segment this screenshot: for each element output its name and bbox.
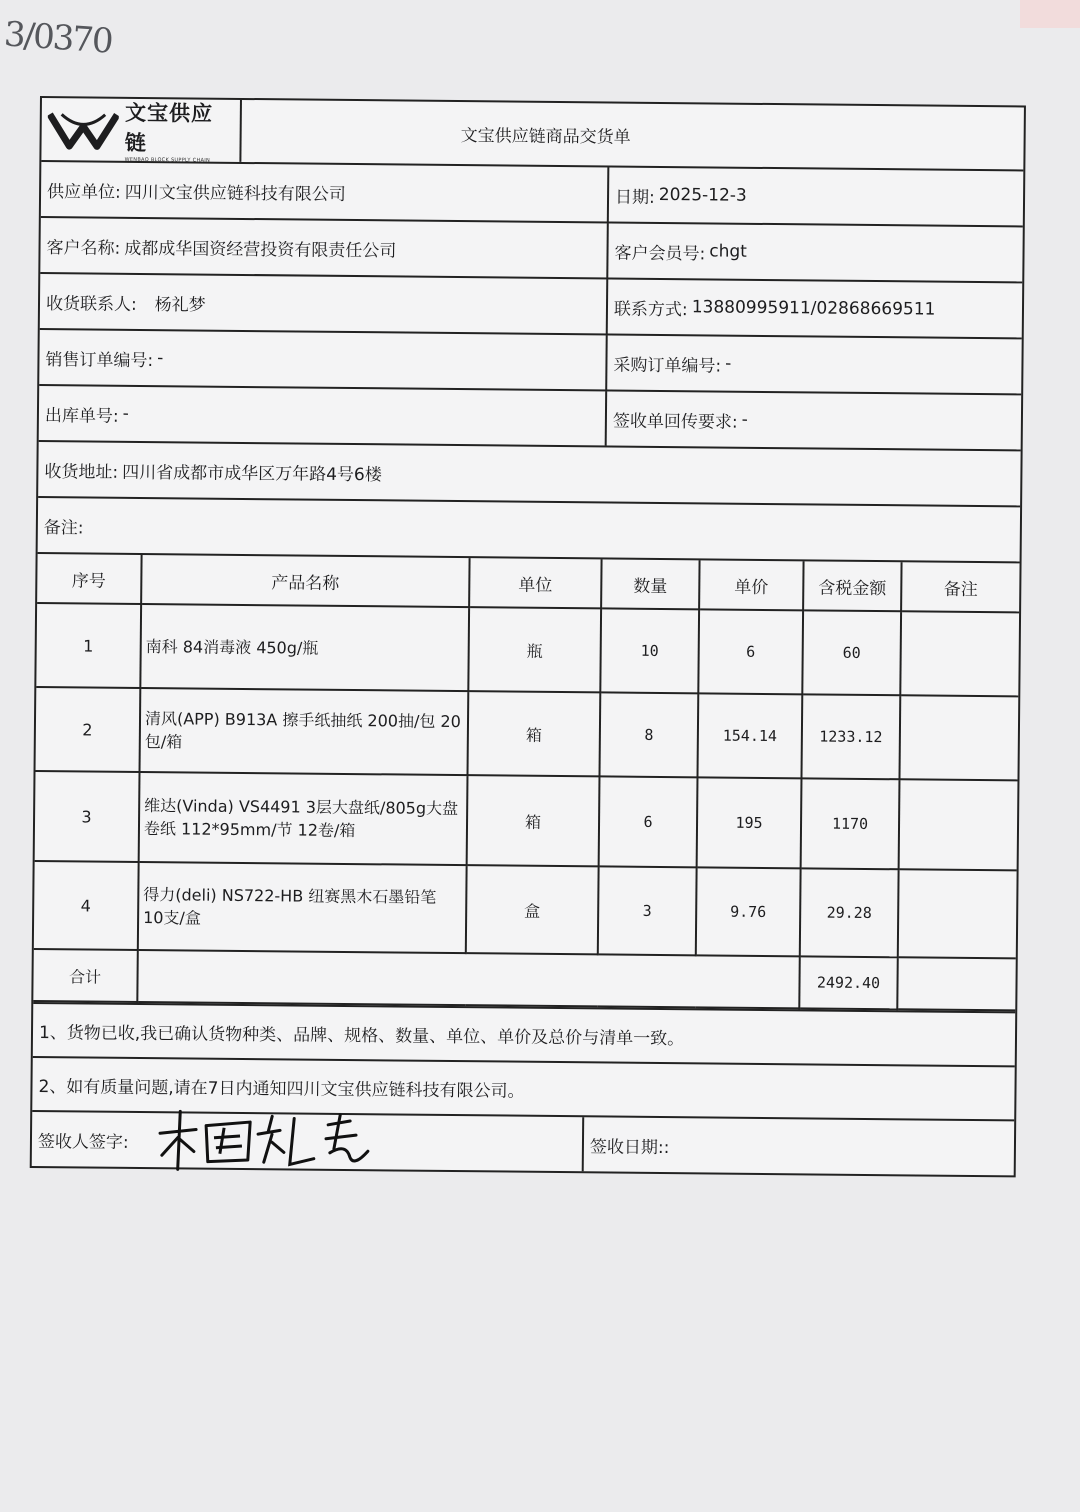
info-row-customer xyxy=(40,218,1022,283)
row-unit: 盒 xyxy=(466,865,599,954)
info-row-remarks xyxy=(38,498,1020,563)
total-remark xyxy=(897,957,1015,1010)
contact-person-value: 杨礼梦 xyxy=(154,294,206,316)
receipt-return-value: - xyxy=(741,409,748,430)
pink-edge xyxy=(1020,0,1080,28)
date-field xyxy=(609,167,1023,225)
company-logo xyxy=(41,98,242,162)
row-product-name: 清风(APP) B913A 擦手纸抽纸 200抽/包 20包/箱 xyxy=(140,688,469,775)
header-unit: 单位 xyxy=(469,558,601,608)
header-no: 序号 xyxy=(37,554,141,604)
logo-subtext: WENBAO BLOCK SUPPLY CHAIN xyxy=(124,156,211,164)
total-amount: 2492.40 xyxy=(799,956,897,1009)
row-remark xyxy=(899,695,1018,780)
sign-date-label: 签收日期:: xyxy=(589,1136,670,1158)
row-product-name: 得力(deli) NS722-HB 纽赛黑木石墨铅笔 10支/盒 xyxy=(138,862,467,953)
row-no: 1 xyxy=(36,603,141,688)
address-value: 四川省成都市成华区万年路4号6楼 xyxy=(122,462,382,485)
signer-field[interactable] xyxy=(32,1112,584,1171)
confirmation-note: 1、货物已收,我已确认货物种类、品牌、规格、数量、单位、单价及总价与清单一致。 xyxy=(38,1022,685,1049)
remarks-field xyxy=(38,498,1020,561)
row-price: 6 xyxy=(698,609,803,694)
sales-order-label: 销售订单编号: xyxy=(45,349,154,371)
contact-person-label: 收货联系人: xyxy=(45,293,137,315)
signature-row xyxy=(32,1112,1014,1175)
purchase-order-label: 采购订单编号: xyxy=(613,355,722,377)
row-price: 154.14 xyxy=(697,693,802,778)
member-field xyxy=(608,223,1022,281)
address-label: 收货地址: xyxy=(44,461,119,483)
info-row-address xyxy=(38,442,1020,507)
phone-field xyxy=(608,279,1022,337)
row-unit: 箱 xyxy=(467,775,600,866)
purchase-order-field xyxy=(607,335,1021,393)
quality-note: 2、如有质量问题,请在7日内通知四川文宝供应链科技有限公司。 xyxy=(38,1076,525,1102)
date-label: 日期: xyxy=(614,187,655,208)
purchase-order-value: - xyxy=(725,353,732,374)
row-qty: 3 xyxy=(598,866,697,955)
phone-value: 13880995911/02868669511 xyxy=(691,297,936,320)
row-no: 3 xyxy=(35,771,140,862)
logo-text: 文宝供应链 xyxy=(124,100,214,156)
supplier-field xyxy=(41,162,609,221)
sales-order-field xyxy=(39,330,607,389)
row-remark xyxy=(898,869,1017,958)
phone-label: 联系方式: xyxy=(613,299,688,320)
product-table xyxy=(33,554,1019,1011)
row-remark xyxy=(900,611,1019,696)
row-amount: 60 xyxy=(802,610,901,695)
row-qty: 6 xyxy=(599,776,698,867)
document-title: 文宝供应链商品交货单 xyxy=(460,125,631,148)
address-field xyxy=(38,442,1020,505)
row-product-name: 南科 84消毒液 450g/瓶 xyxy=(140,604,469,691)
sign-date-field[interactable] xyxy=(584,1117,1014,1175)
row-amount: 1170 xyxy=(801,778,900,869)
remarks-label: 备注: xyxy=(43,517,84,538)
date-value: 2025-12-3 xyxy=(658,184,747,206)
contact-person-field xyxy=(40,274,608,333)
customer-value: 成都成华国资经营投资有限责任公司 xyxy=(124,238,397,261)
row-qty: 10 xyxy=(600,608,699,693)
logo-mark-icon xyxy=(47,108,119,151)
handwritten-corner-note: 3/0370 xyxy=(2,14,113,62)
row-amount: 1233.12 xyxy=(801,694,900,779)
info-row-contact xyxy=(40,274,1022,339)
info-row-outbound xyxy=(39,386,1021,451)
outbound-field xyxy=(39,386,607,445)
info-row-supplier xyxy=(41,162,1023,227)
signer-label: 签收人签字: xyxy=(37,1131,129,1153)
row-unit: 瓶 xyxy=(468,607,601,692)
supplier-label: 供应单位: xyxy=(46,181,121,203)
row-qty: 8 xyxy=(599,692,698,777)
outbound-label: 出库单号: xyxy=(44,405,119,427)
total-blank xyxy=(137,950,799,1008)
table-row xyxy=(36,603,1019,696)
customer-label: 客户名称: xyxy=(46,237,121,259)
note-row-1 xyxy=(33,1004,1015,1067)
header-name: 产品名称 xyxy=(141,555,469,607)
row-no: 4 xyxy=(34,861,139,950)
row-no: 2 xyxy=(36,687,141,772)
row-unit: 箱 xyxy=(468,691,601,776)
header-remark: 备注 xyxy=(901,562,1019,612)
table-row xyxy=(34,861,1017,958)
row-remark xyxy=(899,779,1018,870)
receipt-return-field xyxy=(607,391,1021,449)
table-row xyxy=(35,771,1018,870)
outbound-value: - xyxy=(122,403,129,424)
title-row xyxy=(41,98,1024,171)
header-amount: 含税金额 xyxy=(803,561,901,611)
supplier-value: 四川文宝供应链科技有限公司 xyxy=(124,182,346,205)
row-amount: 29.28 xyxy=(800,868,899,957)
header-qty: 数量 xyxy=(601,559,699,609)
customer-field xyxy=(40,218,608,277)
row-product-name: 维达(Vinda) VS4491 3层大盘纸/805g大盘卷纸 112*95mm/节 12卷/箱 xyxy=(139,772,468,865)
delivery-note-sheet xyxy=(30,96,1026,1177)
member-label: 客户会员号: xyxy=(614,243,706,264)
sales-order-value: - xyxy=(157,348,164,369)
info-row-orders xyxy=(39,330,1021,395)
table-row xyxy=(36,687,1019,780)
row-price: 195 xyxy=(697,777,802,868)
total-row xyxy=(33,949,1015,1010)
handwritten-signature xyxy=(150,1103,381,1177)
total-label: 合计 xyxy=(33,949,137,1002)
header-price: 单价 xyxy=(699,560,803,610)
product-table-row xyxy=(33,554,1019,1013)
row-price: 9.76 xyxy=(696,867,801,956)
member-value: chgt xyxy=(709,241,747,262)
receipt-return-label: 签收单回传要求: xyxy=(612,411,738,433)
